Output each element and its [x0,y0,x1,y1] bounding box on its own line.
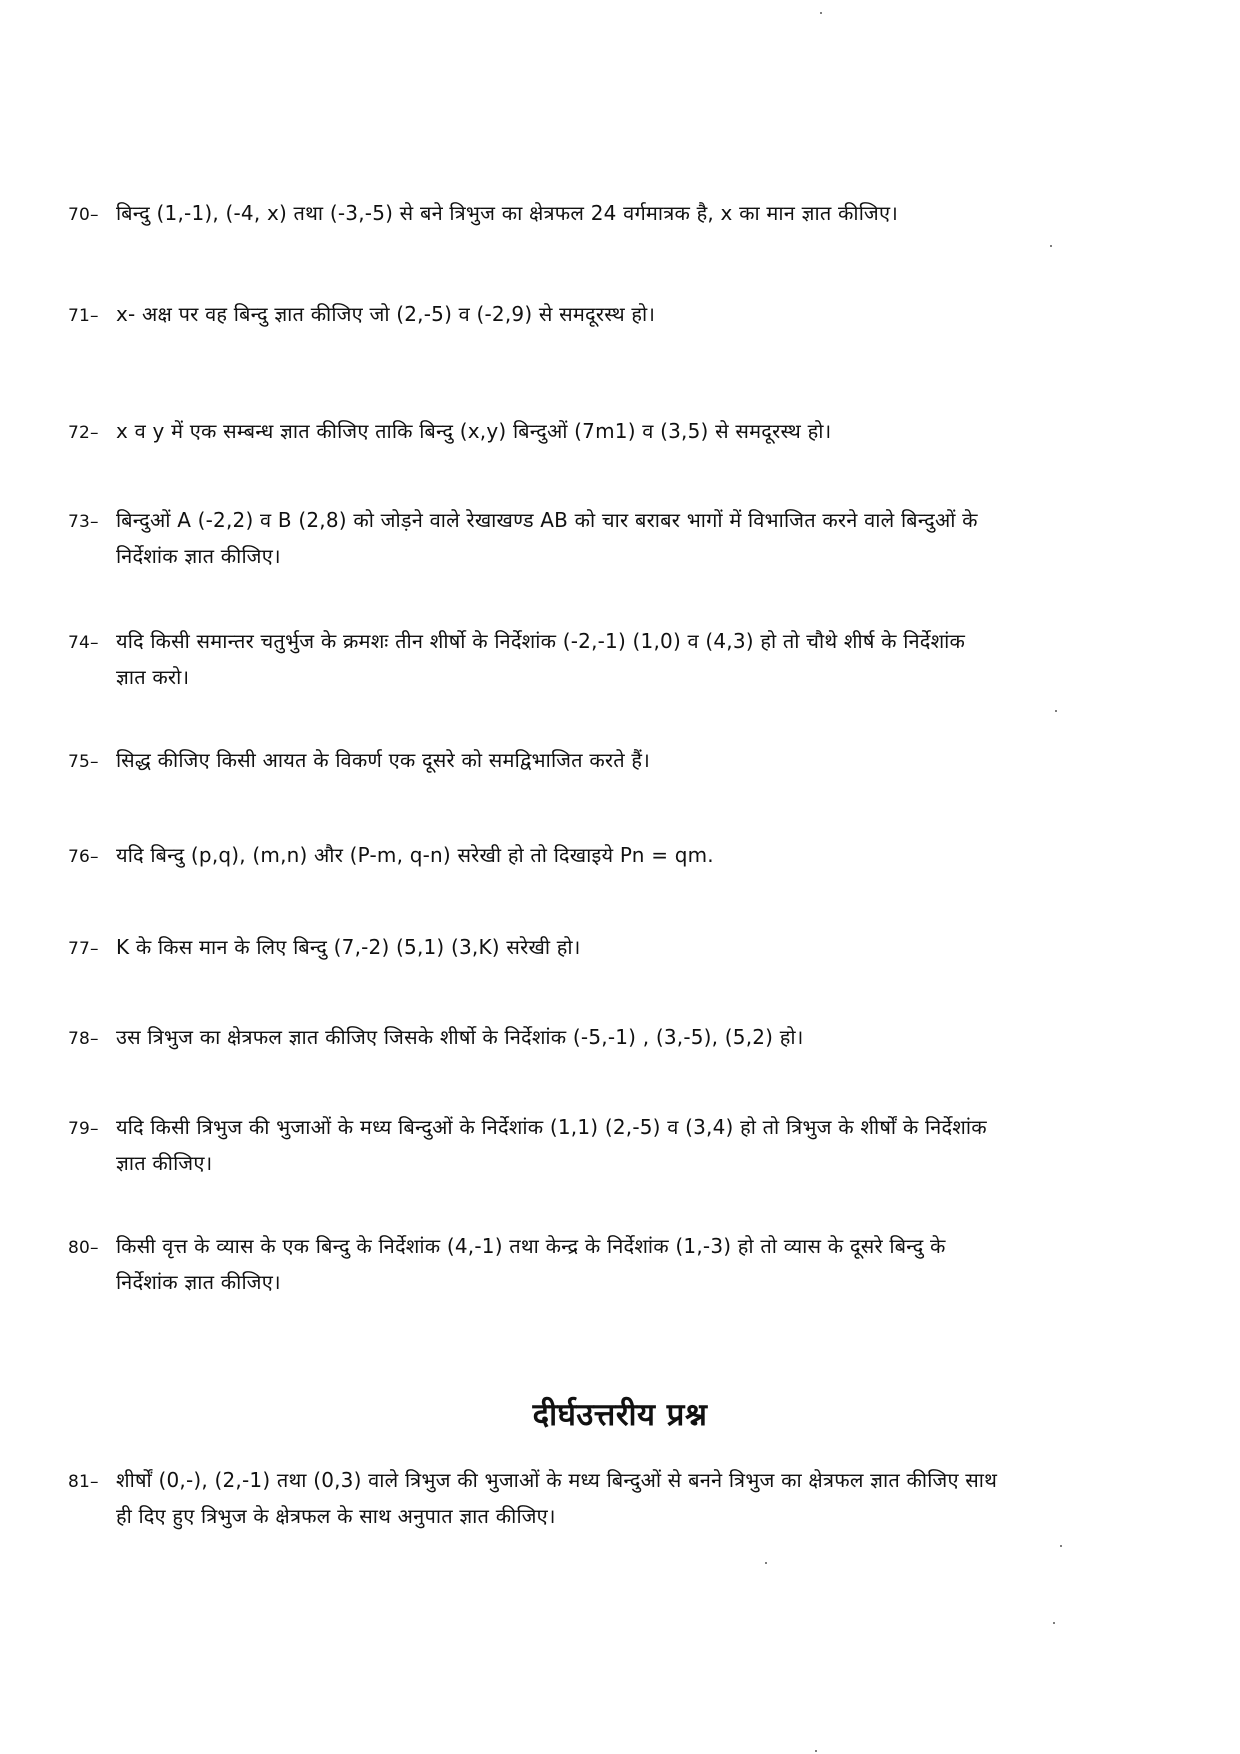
scan-speck [815,1750,817,1752]
question-72 [68,414,1178,450]
question-80 [68,1229,1178,1299]
question-78 [68,1020,1178,1056]
question-text: किसी वृत्त के व्यास के एक बिन्दु के निर्देशांक (4,-1) तथा केन्द्र के निर्देशांक (1,-3) हो तो व्यास के दूसरे बिन्दु के [116,1234,946,1258]
question-text: x व y में एक सम्बन्ध ज्ञात कीजिए ताकि बिन्दु (x,y) बिन्दुओं (7m1) व (3,5) से समदूरस्थ हो। [116,419,832,443]
question-number: 79– [68,1119,99,1139]
scan-speck [1060,1545,1062,1547]
question-text: शीर्षों (0,-), (2,-1) तथा (0,3) वाले त्रिभुज की भुजाओं के मध्य बिन्दुओं से बनने त्रिभुज का क्षेत्रफल ज्ञात कीजिए साथ [116,1468,998,1492]
question-number: 80– [68,1238,99,1258]
question-text: यदि किसी त्रिभुज की भुजाओं के मध्य बिन्दुओं के निर्देशांक (1,1) (2,-5) व (3,4) हो तो त्रिभुज के शीर्षों के निर्देशांक [116,1115,987,1139]
question-number: 70– [68,205,99,225]
question-text-continued: ज्ञात करो। [116,665,190,689]
question-73 [68,503,1178,573]
question-text: उस त्रिभुज का क्षेत्रफल ज्ञात कीजिए जिसके शीर्षो के निर्देशांक (-5,-1) , (3,-5), (5,2) हो। [116,1025,804,1049]
question-text-continued: ज्ञात कीजिए। [116,1151,213,1175]
question-number: 72– [68,423,99,443]
question-70 [68,196,1178,232]
question-number: 78– [68,1029,99,1049]
question-75 [68,743,1178,779]
scan-speck [1055,710,1057,712]
question-text: बिन्दु (1,-1), (-4, x) तथा (-3,-5) से बने त्रिभुज का क्षेत्रफल 24 वर्गमात्रक है, x का मान ज्ञात कीजिए। [116,201,898,225]
question-74 [68,624,1178,694]
question-text: सिद्ध कीजिए किसी आयत के विकर्ण एक दूसरे को समद्विभाजित करते हैं। [116,748,651,772]
question-text-continued: निर्देशांक ज्ञात कीजिए। [116,544,281,568]
question-number: 74– [68,633,99,653]
question-text: यदि किसी समान्तर चतुर्भुज के क्रमशः तीन शीर्षो के निर्देशांक (-2,-1) (1,0) व (4,3) हो तो चौथे शीर्ष के निर्देशांक [116,629,966,653]
question-text: K के किस मान के लिए बिन्दु (7,-2) (5,1) (3,K) सरेखी हो। [116,935,581,959]
question-text-continued: ही दिए हुए त्रिभुज के क्षेत्रफल के साथ अनुपात ज्ञात कीजिए। [116,1504,556,1528]
question-number: 76– [68,847,99,867]
question-number: 81– [68,1472,99,1492]
question-number: 75– [68,752,99,772]
question-text: यदि बिन्दु (p,q), (m,n) और (P-m, q-n) सरेखी हो तो दिखाइये Pn = qm. [116,843,714,867]
question-text: बिन्दुओं A (-2,2) व B (2,8) को जोड़ने वाले रेखाखण्ड AB को चार बराबर भागों में विभाजित करने वाले बिन्दुओं के [116,508,978,532]
section-heading: दीर्घउत्तरीय प्रश्न [532,1397,708,1433]
question-71 [68,297,1178,333]
question-number: 73– [68,512,99,532]
question-77 [68,930,1178,966]
question-text: x- अक्ष पर वह बिन्दु ज्ञात कीजिए जो (2,-5) व (-2,9) से समदूरस्थ हो। [116,302,656,326]
question-76 [68,838,1178,874]
scan-speck [1050,245,1052,247]
scan-speck [820,12,822,14]
question-79 [68,1110,1178,1180]
scan-speck [765,1562,767,1564]
scan-speck [1053,1622,1055,1624]
question-text-continued: निर्देशांक ज्ञात कीजिए। [116,1270,281,1294]
question-number: 77– [68,939,99,959]
question-81 [68,1463,1178,1533]
question-number: 71– [68,306,99,326]
